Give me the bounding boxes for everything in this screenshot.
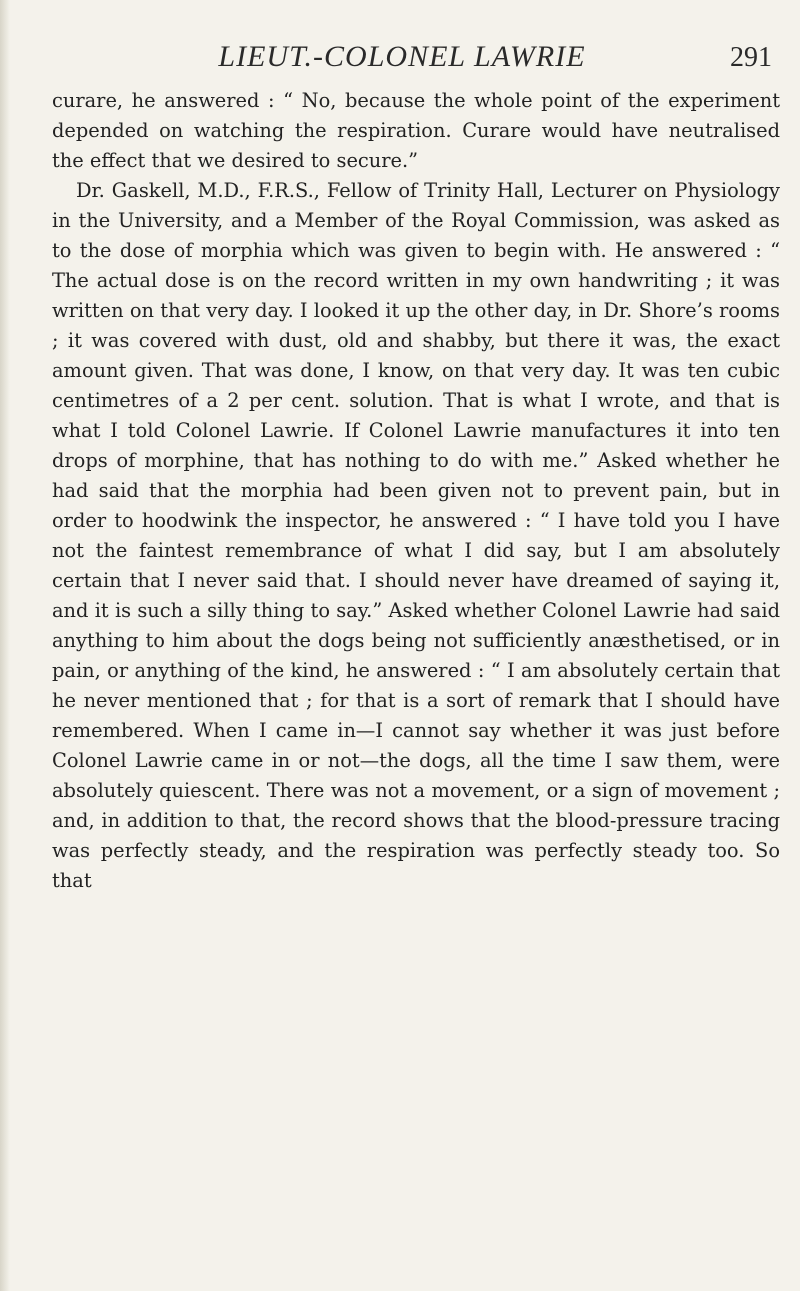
running-title: LIEUT.-COLONEL LAWRIE: [218, 40, 586, 73]
paragraph-gaskell-testimony: Dr. Gaskell, M.D., F.R.S., Fellow of Trinity Hall, Lecturer on Physiology in the University, and a Member of the Royal Commission, was asked as to the dose of morphia which was given to begin with. He answered : “ The actual dose is on the record written in my own handwriting ; it was written on that very day. I looked it up the other day, in Dr. Shore’s rooms ; it was covered with dust, old and shabby, but there it was, the exact amount given. That was done, I know, on that very day. It was ten cubic centimetres of a 2 per cent. solution. That is what I wrote, and that is what I told Colonel Lawrie. If Colonel Lawrie manufactures it into ten drops of morphine, that has nothing to do with me.” Asked whether he had said that the morphia had been given not to prevent pain, but in order to hoodwink the inspector, he answered : “ I have told you I have not the faintest remembrance of what I did say, but I am absolutely certain that I never said that. I should never have dreamed of saying it, and it is such a silly thing to say.” Asked whether Colonel Lawrie had said anything to him about the dogs being not sufficiently anæsthetised, or in pain, or anything of the kind, he answered : “ I am absolutely certain that he never mentioned that ; for that is a sort of remark that I should have remembered. When I came in—I cannot say whether it was just before Colonel Lawrie came in or not—the dogs, all the time I saw them, were absolutely quiescent. There was not a movement, or a sign of movement ; and, in addition to that, the record shows that the blood-pressure tracing was perfectly steady, and the respiration was perfectly steady too. So that: [52, 179, 780, 892]
page-number: 291: [730, 42, 772, 73]
page-header: [52, 40, 772, 80]
body-text: [52, 86, 780, 896]
paragraph-continued: curare, he answered : “ No, because the whole point of the experiment depended on watching the respiration. Curare would have neutralised the effect that we desired to secure.”: [52, 89, 780, 172]
page-gutter-shadow: [0, 0, 10, 1291]
